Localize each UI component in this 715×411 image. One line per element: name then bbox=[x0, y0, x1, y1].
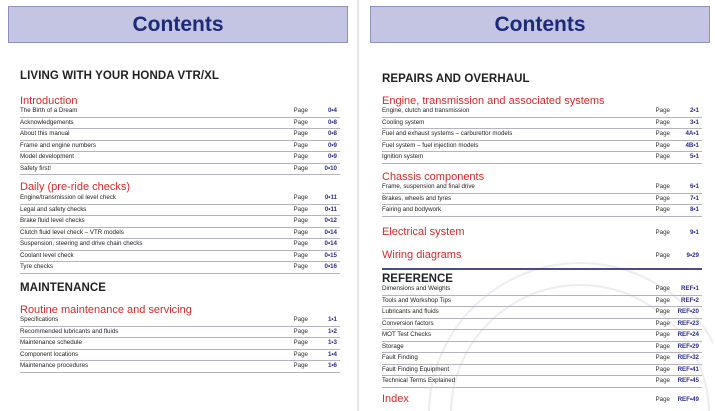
toc-entry[interactable] bbox=[382, 319, 702, 331]
toc-entry[interactable] bbox=[382, 353, 702, 365]
toc-entry[interactable] bbox=[20, 361, 340, 373]
toc-entry[interactable] bbox=[382, 152, 702, 164]
page-label: Page bbox=[293, 339, 308, 346]
page-number: 1•3 bbox=[327, 339, 337, 346]
page-number: 1•1 bbox=[327, 316, 337, 323]
toc-list bbox=[382, 182, 702, 217]
toc-list bbox=[20, 106, 340, 175]
section-title: REFERENCE bbox=[382, 273, 453, 285]
page-number: 8•1 bbox=[689, 206, 699, 213]
toc-entry[interactable] bbox=[382, 106, 702, 118]
section-divider bbox=[382, 268, 702, 270]
page-label: Page bbox=[293, 217, 308, 224]
toc-entry[interactable] bbox=[382, 307, 702, 319]
page-number: 1•4 bbox=[327, 350, 337, 358]
page-number: 0•12 bbox=[324, 217, 337, 224]
toc-entry[interactable] bbox=[20, 239, 340, 251]
page-label: Page bbox=[293, 153, 308, 160]
entry-title: Frame, suspension and final drive bbox=[382, 183, 475, 190]
toc-entry[interactable] bbox=[382, 141, 702, 153]
toc-entry[interactable] bbox=[382, 194, 702, 206]
page-number: REF•29 bbox=[677, 342, 699, 350]
page-number: 1•6 bbox=[327, 362, 337, 369]
toc-entry[interactable] bbox=[20, 262, 340, 274]
page-number: REF•23 bbox=[677, 319, 699, 327]
toc-entry[interactable] bbox=[382, 365, 702, 377]
page-number: 1•2 bbox=[327, 327, 337, 335]
page-number: REF•1 bbox=[681, 285, 699, 292]
banner-title: Contents bbox=[494, 12, 586, 36]
page-label: Page bbox=[293, 251, 308, 259]
page-number: 5•1 bbox=[689, 153, 699, 160]
toc-entry[interactable] bbox=[382, 395, 702, 406]
page-number: 0•8 bbox=[327, 118, 337, 126]
page-number: 0•15 bbox=[324, 251, 337, 259]
page-label: Page bbox=[293, 118, 308, 126]
page-number: 3•1 bbox=[689, 118, 699, 126]
toc-entry[interactable] bbox=[382, 251, 702, 262]
entry-title: Component locations bbox=[20, 350, 79, 358]
section-title: Chassis components bbox=[382, 171, 485, 183]
page-number: 0•9 bbox=[327, 153, 337, 160]
page-number: 0•14 bbox=[324, 228, 337, 236]
entry-title: Tools and Workshop Tips bbox=[382, 296, 452, 304]
entry-title: Legal and safety checks bbox=[20, 205, 87, 213]
toc-entry[interactable] bbox=[20, 193, 340, 205]
entry-title: Fairing and bodywork bbox=[382, 206, 442, 213]
entry-title: Technical Terms Explained bbox=[382, 377, 456, 384]
page-label: Page bbox=[293, 316, 308, 323]
page-number: 0•11 bbox=[324, 205, 337, 213]
toc-entry[interactable] bbox=[382, 330, 702, 342]
toc-list bbox=[20, 193, 340, 274]
toc-entry[interactable] bbox=[20, 164, 340, 176]
entry-title: Ignition system bbox=[382, 153, 424, 160]
toc-entry[interactable] bbox=[20, 106, 340, 118]
page-gutter bbox=[357, 0, 359, 411]
page-number: 0•16 bbox=[324, 263, 337, 270]
toc-entry[interactable] bbox=[20, 338, 340, 350]
page-number: 4A•1 bbox=[685, 130, 699, 137]
page-number: REF•20 bbox=[677, 308, 699, 315]
toc-entry[interactable] bbox=[20, 118, 340, 130]
page-number: REF•2 bbox=[681, 296, 699, 304]
page-label: Page bbox=[293, 240, 308, 247]
entry-title: Maintenance procedures bbox=[20, 362, 89, 369]
part-title: LIVING WITH YOUR HONDA VTR/XL bbox=[20, 70, 220, 82]
page-number: 2•1 bbox=[689, 107, 699, 114]
page-label: Page bbox=[293, 327, 308, 335]
entry-title: Engine, clutch and transmission bbox=[382, 107, 470, 114]
page-label: Page bbox=[655, 354, 670, 361]
entry-title: Specifications bbox=[20, 316, 59, 323]
entry-title: Storage bbox=[382, 342, 404, 350]
entry-title: Fault Finding Equipment bbox=[382, 365, 450, 373]
entry-title: Suspension, steering and drive chain checks bbox=[20, 240, 143, 247]
page-label: Page bbox=[655, 377, 670, 384]
page-label: Page bbox=[655, 252, 670, 259]
banner-title: Contents bbox=[132, 12, 224, 36]
page-label: Page bbox=[655, 107, 670, 114]
page-number: REF•49 bbox=[677, 396, 699, 403]
toc-list bbox=[382, 106, 702, 164]
page-label: Page bbox=[293, 205, 308, 213]
page-label: Page bbox=[655, 183, 670, 190]
toc-entry[interactable] bbox=[20, 315, 340, 327]
contents-banner bbox=[370, 6, 710, 43]
section-title: Index bbox=[382, 393, 409, 405]
page-label: Page bbox=[655, 319, 670, 327]
page-label: Page bbox=[293, 194, 308, 201]
entry-title: Fuel and exhaust systems – carburettor models bbox=[382, 130, 513, 137]
toc-entry[interactable] bbox=[20, 327, 340, 339]
section-title: Wiring diagrams bbox=[382, 249, 462, 261]
entry-title: Conversion factors bbox=[382, 319, 434, 327]
toc-entry[interactable] bbox=[382, 342, 702, 354]
page-label: Page bbox=[293, 350, 308, 358]
page-label: Page bbox=[655, 206, 670, 213]
section-title: Routine maintenance and servicing bbox=[20, 304, 192, 316]
toc-entry[interactable] bbox=[20, 141, 340, 153]
page-label: Page bbox=[655, 342, 670, 350]
toc-entry[interactable] bbox=[20, 216, 340, 228]
page-label: Page bbox=[655, 308, 670, 315]
page-label: Page bbox=[655, 396, 670, 403]
page-number: 7•1 bbox=[689, 194, 699, 202]
toc-entry[interactable] bbox=[20, 350, 340, 362]
page-label: Page bbox=[655, 130, 670, 137]
entry-title: Frame and engine numbers bbox=[20, 141, 97, 149]
entry-title: Lubricants and fluids bbox=[382, 308, 439, 315]
toc-list bbox=[20, 315, 340, 373]
page-label: Page bbox=[655, 141, 670, 149]
page-label: Page bbox=[293, 228, 308, 236]
page-number: 9•29 bbox=[686, 252, 699, 259]
toc-entry[interactable] bbox=[382, 118, 702, 130]
entry-title: Fuel system – fuel injection models bbox=[382, 141, 479, 149]
entry-title: Acknowledgements bbox=[20, 118, 74, 126]
page-number: 0•10 bbox=[324, 164, 337, 172]
entry-title: The Birth of a Dream bbox=[20, 107, 78, 114]
entry-title: Cooling system bbox=[382, 118, 425, 126]
entry-title: Dimensions and Weights bbox=[382, 285, 451, 292]
toc-entry[interactable] bbox=[382, 228, 702, 239]
part-title: MAINTENANCE bbox=[20, 282, 107, 294]
section-title: Daily (pre-ride checks) bbox=[20, 181, 131, 193]
right-page bbox=[366, 0, 713, 411]
toc-list bbox=[382, 284, 702, 388]
page-label: Page bbox=[293, 130, 308, 137]
entry-title: Coolant level check bbox=[20, 251, 74, 259]
page-label: Page bbox=[655, 365, 670, 373]
page-label: Page bbox=[655, 229, 670, 236]
entry-title: Tyre checks bbox=[20, 263, 54, 270]
part-title: REPAIRS AND OVERHAUL bbox=[382, 73, 530, 85]
toc-entry[interactable] bbox=[382, 284, 702, 296]
section-title: Introduction bbox=[20, 95, 78, 107]
entry-title: Recommended lubricants and fluids bbox=[20, 327, 119, 335]
page-number: 6•1 bbox=[689, 183, 699, 190]
page-label: Page bbox=[655, 285, 670, 292]
page-label: Page bbox=[293, 362, 308, 369]
page-label: Page bbox=[293, 107, 308, 114]
page-number: 0•14 bbox=[324, 240, 337, 247]
toc-entry[interactable] bbox=[20, 228, 340, 240]
left-page bbox=[4, 0, 351, 411]
toc-entry[interactable] bbox=[382, 296, 702, 308]
section-title: Electrical system bbox=[382, 226, 465, 238]
toc-entry[interactable] bbox=[382, 129, 702, 141]
page-label: Page bbox=[655, 331, 670, 338]
toc-single bbox=[382, 395, 702, 406]
page-label: Page bbox=[655, 194, 670, 202]
contents-banner bbox=[8, 6, 348, 43]
page-number: 0•4 bbox=[327, 107, 337, 114]
entry-title: Brake fluid level checks bbox=[20, 217, 85, 224]
page-number: 0•9 bbox=[327, 141, 337, 149]
toc-single bbox=[382, 228, 702, 239]
page-number: REF•24 bbox=[677, 331, 699, 338]
toc-entry[interactable] bbox=[20, 129, 340, 141]
page-number: REF•45 bbox=[677, 377, 699, 384]
page-label: Page bbox=[293, 141, 308, 149]
toc-entry[interactable] bbox=[20, 205, 340, 217]
section-title: Engine, transmission and associated systems bbox=[382, 95, 605, 107]
page-number: 0•8 bbox=[327, 130, 337, 137]
toc-entry[interactable] bbox=[20, 251, 340, 263]
page-number: 4B•1 bbox=[685, 141, 699, 149]
entry-title: Engine/transmission oil level check bbox=[20, 194, 116, 201]
entry-title: MOT Test Checks bbox=[382, 331, 431, 338]
page-number: 0•11 bbox=[324, 194, 337, 201]
page-number: REF•32 bbox=[677, 354, 699, 361]
toc-entry[interactable] bbox=[20, 152, 340, 164]
page-number: 9•1 bbox=[689, 229, 699, 236]
entry-title: Clutch fluid level check – VTR models bbox=[20, 228, 124, 236]
toc-entry[interactable] bbox=[382, 205, 702, 217]
entry-title: Model development bbox=[20, 153, 75, 160]
page-label: Page bbox=[655, 118, 670, 126]
page-label: Page bbox=[293, 164, 308, 172]
entry-title: Safety first! bbox=[20, 164, 51, 172]
entry-title: Maintenance schedule bbox=[20, 339, 82, 346]
toc-entry[interactable] bbox=[382, 376, 702, 388]
entry-title: Brakes, wheels and tyres bbox=[382, 194, 452, 202]
page-number: REF•41 bbox=[677, 365, 699, 373]
toc-entry[interactable] bbox=[382, 182, 702, 194]
entry-title: Fault Finding bbox=[382, 354, 418, 361]
page-label: Page bbox=[655, 153, 670, 160]
page-label: Page bbox=[655, 296, 670, 304]
entry-title: About this manual bbox=[20, 130, 70, 137]
page-label: Page bbox=[293, 263, 308, 270]
toc-single bbox=[382, 251, 702, 262]
